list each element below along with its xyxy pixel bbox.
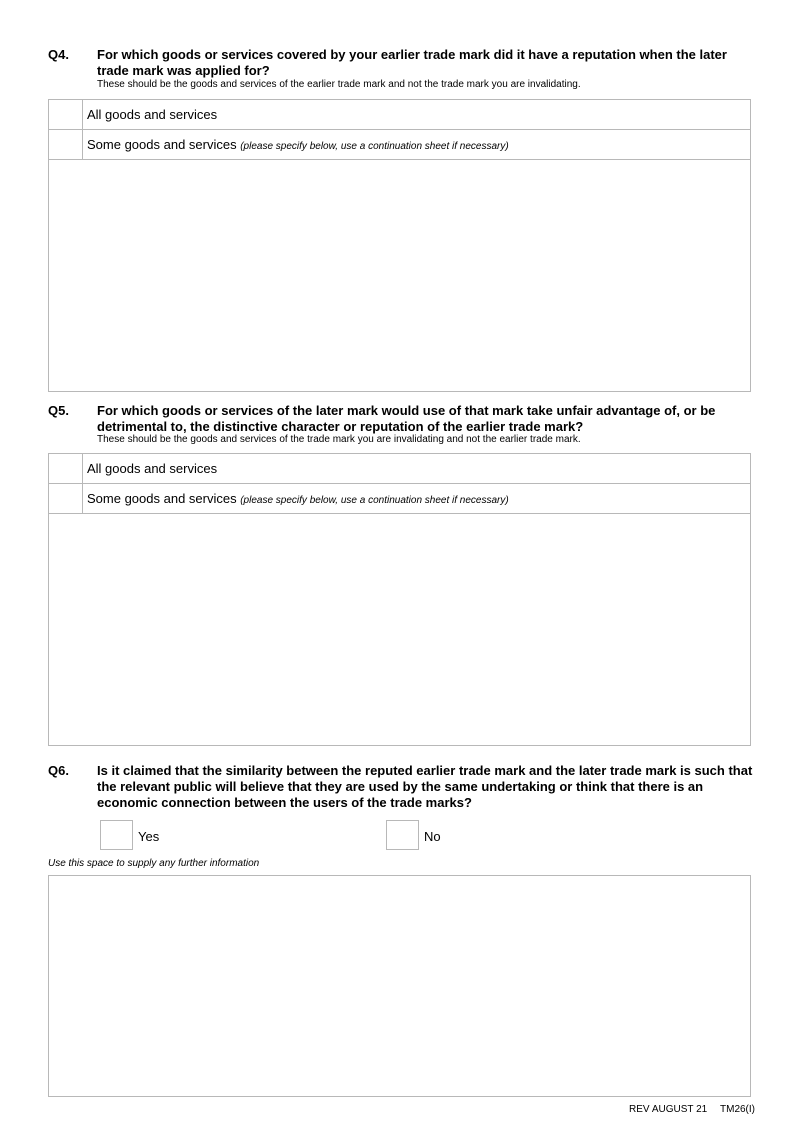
q5-option-some-text: Some goods and services bbox=[87, 491, 237, 506]
q6-no-label: No bbox=[424, 829, 441, 844]
q4-option-some-hint: (please specify below, use a continuation sheet if necessary) bbox=[240, 141, 509, 152]
q5-option-some-row bbox=[49, 484, 750, 514]
q4-choice-table bbox=[48, 99, 751, 392]
q5-details-field[interactable] bbox=[49, 514, 750, 745]
q6-yes-label: Yes bbox=[138, 829, 160, 844]
q5-note: These should be the goods and services of the trade mark you are invalidating and not the earlier trade mark. bbox=[97, 434, 581, 445]
footer-revision: REV AUGUST 21 bbox=[629, 1104, 708, 1115]
q6-title: Is it claimed that the similarity between the reputed earlier trade mark and the later trade mark is such that the relevant public will believe that they are used by the same undertaking or think that there is an economic connection between the users of the trade marks? bbox=[97, 763, 753, 810]
footer-form-code: TM26(I) bbox=[720, 1104, 755, 1115]
further-info-label: Use this space to supply any further information bbox=[48, 858, 260, 869]
q4-note: These should be the goods and services of the earlier trade mark and not the trade mark you are invalidating. bbox=[97, 79, 581, 90]
q6-number: Q6. bbox=[48, 763, 69, 778]
q4-title: For which goods or services covered by your earlier trade mark did it have a reputation when the later trade mark was applied for? bbox=[97, 47, 727, 78]
q5-title: For which goods or services of the later mark would use of that mark take unfair advantage of, or be detrimental to, the distinctive character or reputation of the earlier trade mark? bbox=[97, 403, 716, 434]
q5-option-all-label: All goods and services bbox=[87, 461, 218, 476]
further-info-field[interactable] bbox=[49, 876, 750, 1096]
q4-option-all-row bbox=[49, 100, 750, 130]
q5-option-some-label bbox=[83, 491, 509, 506]
q5-all-checkbox[interactable] bbox=[49, 454, 83, 483]
q5-number: Q5. bbox=[48, 403, 69, 418]
q5-some-checkbox[interactable] bbox=[49, 484, 83, 513]
further-info-box bbox=[48, 875, 751, 1097]
q4-option-all-label: All goods and services bbox=[87, 107, 218, 122]
q5-choice-table bbox=[48, 453, 751, 746]
q4-option-some-label bbox=[83, 137, 509, 152]
q4-all-checkbox[interactable] bbox=[49, 100, 83, 129]
q4-option-some-text: Some goods and services bbox=[87, 137, 237, 152]
q6-no-checkbox[interactable] bbox=[386, 820, 419, 850]
q4-option-some-row bbox=[49, 130, 750, 160]
footer bbox=[629, 1104, 755, 1115]
q4-some-checkbox[interactable] bbox=[49, 130, 83, 159]
q4-number: Q4. bbox=[48, 47, 69, 62]
q5-option-all-row bbox=[49, 454, 750, 484]
q5-option-some-hint: (please specify below, use a continuation sheet if necessary) bbox=[240, 495, 509, 506]
q6-yes-checkbox[interactable] bbox=[100, 820, 133, 850]
q4-details-field[interactable] bbox=[49, 160, 750, 391]
